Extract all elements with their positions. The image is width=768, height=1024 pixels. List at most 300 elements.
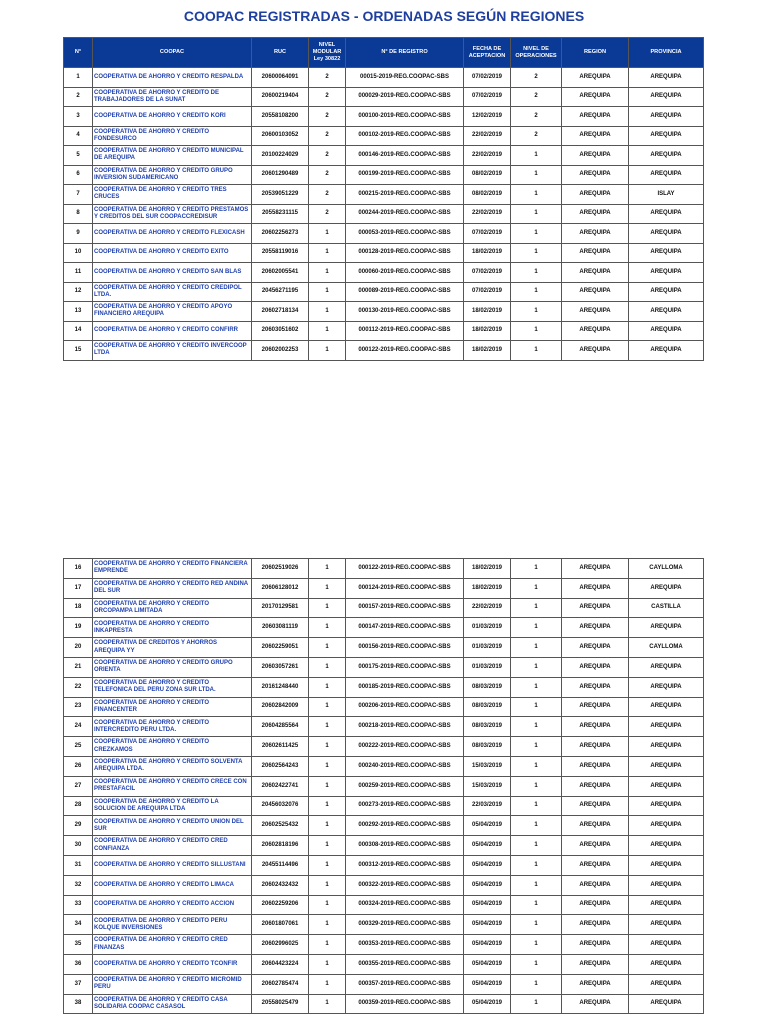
cell-region: AREQUIPA: [562, 935, 629, 955]
cell-coopac-name: COOPERATIVA DE AHORRO Y CREDITO DE TRABAJADORES DE LA SUNAT: [93, 87, 252, 107]
cell-nivel-operaciones: 1: [511, 677, 562, 697]
cell-provincia: AREQUIPA: [629, 204, 704, 224]
cell-registro: 000222-2019-REG.COOPAC-SBS: [346, 737, 464, 757]
cell-nivel-modular: 1: [309, 657, 346, 677]
cell-fecha: 05/04/2019: [464, 994, 511, 1014]
cell-fecha: 05/04/2019: [464, 935, 511, 955]
cell-ruc: 20600064091: [252, 68, 309, 88]
cell-ruc: 20604423224: [252, 954, 309, 974]
cell-registro: 000206-2019-REG.COOPAC-SBS: [346, 697, 464, 717]
cell-ruc: 20602259051: [252, 638, 309, 658]
cell-ruc: 20558108200: [252, 107, 309, 127]
cell-nivel-operaciones: 1: [511, 204, 562, 224]
cell-fecha: 07/02/2019: [464, 87, 511, 107]
cell-fecha: 07/02/2019: [464, 282, 511, 302]
cell-region: AREQUIPA: [562, 895, 629, 915]
cell-region: AREQUIPA: [562, 263, 629, 283]
cell-provincia: AREQUIPA: [629, 618, 704, 638]
cell-nivel-modular: 1: [309, 638, 346, 658]
cell-nivel-operaciones: 2: [511, 107, 562, 127]
cell-nivel-modular: 2: [309, 204, 346, 224]
cell-nivel-operaciones: 1: [511, 836, 562, 856]
cell-number: 8: [64, 204, 93, 224]
cell-region: AREQUIPA: [562, 657, 629, 677]
cell-region: AREQUIPA: [562, 598, 629, 618]
cell-coopac-name: COOPERATIVA DE AHORRO Y CREDITO LA SOLUCION DE AREQUIPA LTDA: [93, 796, 252, 816]
cell-nivel-operaciones: 1: [511, 185, 562, 205]
table-row: [64, 618, 704, 638]
cell-coopac-name: COOPERATIVA DE AHORRO Y CREDITO KORI: [93, 107, 252, 127]
cell-ruc: 20456032076: [252, 796, 309, 816]
cell-coopac-name: COOPERATIVA DE AHORRO Y CREDITO TCONFIR: [93, 954, 252, 974]
cell-fecha: 15/03/2019: [464, 756, 511, 776]
cell-region: AREQUIPA: [562, 915, 629, 935]
cell-number: 30: [64, 836, 93, 856]
cell-nivel-modular: 1: [309, 697, 346, 717]
cell-ruc: 20100224029: [252, 146, 309, 166]
cell-nivel-modular: 1: [309, 224, 346, 244]
table-row: [64, 126, 704, 146]
cell-number: 10: [64, 243, 93, 263]
cell-number: 26: [64, 756, 93, 776]
cell-nivel-operaciones: 1: [511, 302, 562, 322]
cell-fecha: 08/02/2019: [464, 165, 511, 185]
cell-coopac-name: COOPERATIVA DE AHORRO Y CREDITO GRUPO ORIENTA: [93, 657, 252, 677]
cell-nivel-modular: 2: [309, 68, 346, 88]
cell-region: AREQUIPA: [562, 302, 629, 322]
cell-nivel-modular: 1: [309, 321, 346, 341]
cell-ruc: 20558231115: [252, 204, 309, 224]
cell-region: AREQUIPA: [562, 165, 629, 185]
cell-provincia: CAYLLOMA: [629, 559, 704, 579]
cell-provincia: AREQUIPA: [629, 717, 704, 737]
table-row: [64, 282, 704, 302]
table-row: [64, 855, 704, 875]
cell-fecha: 01/03/2019: [464, 657, 511, 677]
cell-registro: 00015-2019-REG.COOPAC-SBS: [346, 68, 464, 88]
cell-coopac-name: COOPERATIVA DE AHORRO Y CREDITO SAN BLAS: [93, 263, 252, 283]
table-row: [64, 263, 704, 283]
cell-registro: 000292-2019-REG.COOPAC-SBS: [346, 816, 464, 836]
cell-provincia: ISLAY: [629, 185, 704, 205]
cell-ruc: 20603081119: [252, 618, 309, 638]
cell-nivel-operaciones: 1: [511, 598, 562, 618]
cell-nivel-operaciones: 1: [511, 855, 562, 875]
cell-number: 32: [64, 875, 93, 895]
cell-coopac-name: COOPERATIVA DE AHORRO Y CREDITO LIMACA: [93, 875, 252, 895]
cell-coopac-name: COOPERATIVA DE AHORRO Y CREDITO GRUPO INVERSION SUDAMERICANO: [93, 165, 252, 185]
cell-registro: 000122-2019-REG.COOPAC-SBS: [346, 559, 464, 579]
cell-number: 13: [64, 302, 93, 322]
cell-provincia: AREQUIPA: [629, 994, 704, 1014]
cell-nivel-modular: 1: [309, 243, 346, 263]
table-row: [64, 302, 704, 322]
cell-number: 15: [64, 341, 93, 361]
cell-ruc: 20170129581: [252, 598, 309, 618]
cell-nivel-operaciones: 1: [511, 875, 562, 895]
cell-provincia: AREQUIPA: [629, 836, 704, 856]
cell-nivel-operaciones: 1: [511, 776, 562, 796]
cell-region: AREQUIPA: [562, 146, 629, 166]
table-header-row: [64, 38, 704, 68]
cell-provincia: AREQUIPA: [629, 243, 704, 263]
cell-region: AREQUIPA: [562, 756, 629, 776]
cell-number: 36: [64, 954, 93, 974]
cell-ruc: 20606128012: [252, 578, 309, 598]
cell-coopac-name: COOPERATIVA DE AHORRO Y CREDITO ORCOPAMPA LIMITADA: [93, 598, 252, 618]
cell-provincia: AREQUIPA: [629, 737, 704, 757]
header-number: N°: [64, 38, 93, 68]
cell-ruc: 20602422741: [252, 776, 309, 796]
table-row: [64, 994, 704, 1014]
cell-coopac-name: COOPERATIVA DE AHORRO Y CREDITO EXITO: [93, 243, 252, 263]
cell-fecha: 05/04/2019: [464, 915, 511, 935]
cell-provincia: AREQUIPA: [629, 677, 704, 697]
cell-ruc: 20602525432: [252, 816, 309, 836]
cell-nivel-modular: 1: [309, 935, 346, 955]
cell-fecha: 12/02/2019: [464, 107, 511, 127]
cell-coopac-name: COOPERATIVA DE AHORRO Y CREDITO CRED CONFIANZA: [93, 836, 252, 856]
page-title: COOPAC REGISTRADAS - ORDENADAS SEGÚN REGIONES: [183, 8, 585, 24]
cell-nivel-operaciones: 1: [511, 263, 562, 283]
cell-ruc: 20602432432: [252, 875, 309, 895]
table-row: [64, 638, 704, 658]
cell-registro: 000089-2019-REG.COOPAC-SBS: [346, 282, 464, 302]
cell-nivel-operaciones: 1: [511, 717, 562, 737]
cell-nivel-modular: 1: [309, 598, 346, 618]
cell-region: AREQUIPA: [562, 974, 629, 994]
cell-fecha: 08/03/2019: [464, 737, 511, 757]
cell-coopac-name: COOPERATIVA DE AHORRO Y CREDITO FLEXICASH: [93, 224, 252, 244]
cell-nivel-operaciones: 1: [511, 915, 562, 935]
table-row: [64, 677, 704, 697]
cell-coopac-name: COOPERATIVA DE AHORRO Y CREDITO FINANCIERA EMPRENDE: [93, 559, 252, 579]
cell-fecha: 05/04/2019: [464, 974, 511, 994]
cell-number: 28: [64, 796, 93, 816]
coopac-table-page-1: [63, 37, 704, 361]
cell-provincia: AREQUIPA: [629, 68, 704, 88]
cell-number: 2: [64, 87, 93, 107]
cell-ruc: 20600103052: [252, 126, 309, 146]
cell-number: 12: [64, 282, 93, 302]
cell-fecha: 22/02/2019: [464, 204, 511, 224]
cell-registro: 000312-2019-REG.COOPAC-SBS: [346, 855, 464, 875]
cell-fecha: 18/02/2019: [464, 559, 511, 579]
cell-nivel-operaciones: 2: [511, 68, 562, 88]
cell-provincia: AREQUIPA: [629, 263, 704, 283]
cell-provincia: AREQUIPA: [629, 107, 704, 127]
cell-region: AREQUIPA: [562, 185, 629, 205]
cell-nivel-modular: 1: [309, 954, 346, 974]
cell-fecha: 08/03/2019: [464, 717, 511, 737]
cell-registro: 000199-2019-REG.COOPAC-SBS: [346, 165, 464, 185]
cell-fecha: 05/04/2019: [464, 836, 511, 856]
cell-fecha: 18/02/2019: [464, 341, 511, 361]
cell-nivel-modular: 1: [309, 737, 346, 757]
cell-registro: 000029-2019-REG.COOPAC-SBS: [346, 87, 464, 107]
cell-ruc: 20602718134: [252, 302, 309, 322]
cell-registro: 000053-2019-REG.COOPAC-SBS: [346, 224, 464, 244]
cell-region: AREQUIPA: [562, 717, 629, 737]
cell-registro: 000128-2019-REG.COOPAC-SBS: [346, 243, 464, 263]
cell-number: 6: [64, 165, 93, 185]
cell-registro: 000124-2019-REG.COOPAC-SBS: [346, 578, 464, 598]
cell-fecha: 08/03/2019: [464, 677, 511, 697]
cell-number: 25: [64, 737, 93, 757]
cell-registro: 000240-2019-REG.COOPAC-SBS: [346, 756, 464, 776]
table-row: [64, 915, 704, 935]
cell-nivel-operaciones: 1: [511, 321, 562, 341]
table-row: [64, 165, 704, 185]
cell-fecha: 22/03/2019: [464, 796, 511, 816]
cell-nivel-modular: 2: [309, 146, 346, 166]
cell-coopac-name: COOPERATIVA DE AHORRO Y CREDITO RESPALDA: [93, 68, 252, 88]
cell-fecha: 07/02/2019: [464, 224, 511, 244]
cell-provincia: AREQUIPA: [629, 776, 704, 796]
cell-registro: 000100-2019-REG.COOPAC-SBS: [346, 107, 464, 127]
cell-number: 20: [64, 638, 93, 658]
cell-ruc: 20602256273: [252, 224, 309, 244]
cell-fecha: 18/02/2019: [464, 302, 511, 322]
table-row: [64, 107, 704, 127]
cell-nivel-operaciones: 1: [511, 618, 562, 638]
cell-number: 35: [64, 935, 93, 955]
cell-region: AREQUIPA: [562, 578, 629, 598]
cell-provincia: AREQUIPA: [629, 935, 704, 955]
table-row: [64, 87, 704, 107]
cell-number: 23: [64, 697, 93, 717]
cell-nivel-modular: 1: [309, 974, 346, 994]
cell-region: AREQUIPA: [562, 954, 629, 974]
cell-nivel-modular: 1: [309, 263, 346, 283]
cell-provincia: AREQUIPA: [629, 816, 704, 836]
cell-ruc: 20602785474: [252, 974, 309, 994]
cell-fecha: 07/02/2019: [464, 68, 511, 88]
cell-nivel-modular: 1: [309, 816, 346, 836]
cell-coopac-name: COOPERATIVA DE AHORRO Y CREDITO SOLVENTA AREQUIPA LTDA.: [93, 756, 252, 776]
cell-region: AREQUIPA: [562, 321, 629, 341]
cell-coopac-name: COOPERATIVA DE AHORRO Y CREDITO TRES CRUCES: [93, 185, 252, 205]
table-row: [64, 717, 704, 737]
cell-ruc: 20456271195: [252, 282, 309, 302]
cell-region: AREQUIPA: [562, 224, 629, 244]
cell-registro: 000175-2019-REG.COOPAC-SBS: [346, 657, 464, 677]
cell-number: 27: [64, 776, 93, 796]
cell-coopac-name: COOPERATIVA DE AHORRO Y CREDITO UNION DEL SUR: [93, 816, 252, 836]
cell-ruc: 20600219404: [252, 87, 309, 107]
header-nivel-operaciones: NIVEL DE OPERACIONES: [511, 38, 562, 68]
cell-nivel-modular: 2: [309, 107, 346, 127]
cell-coopac-name: COOPERATIVA DE AHORRO Y CREDITO APOYO FINANCIERO AREQUIPA: [93, 302, 252, 322]
cell-nivel-modular: 1: [309, 717, 346, 737]
cell-registro: 000122-2019-REG.COOPAC-SBS: [346, 341, 464, 361]
cell-number: 3: [64, 107, 93, 127]
cell-number: 16: [64, 559, 93, 579]
cell-provincia: AREQUIPA: [629, 282, 704, 302]
cell-ruc: 20601807061: [252, 915, 309, 935]
cell-nivel-modular: 1: [309, 836, 346, 856]
cell-number: 5: [64, 146, 93, 166]
cell-fecha: 05/04/2019: [464, 855, 511, 875]
cell-ruc: 20558025479: [252, 994, 309, 1014]
header-region: REGION: [562, 38, 629, 68]
cell-region: AREQUIPA: [562, 68, 629, 88]
header-ruc: RUC: [252, 38, 309, 68]
cell-number: 37: [64, 974, 93, 994]
cell-nivel-operaciones: 1: [511, 935, 562, 955]
cell-number: 18: [64, 598, 93, 618]
cell-number: 38: [64, 994, 93, 1014]
cell-provincia: AREQUIPA: [629, 302, 704, 322]
table-row: [64, 954, 704, 974]
cell-provincia: AREQUIPA: [629, 224, 704, 244]
cell-number: 34: [64, 915, 93, 935]
cell-region: AREQUIPA: [562, 875, 629, 895]
cell-nivel-modular: 1: [309, 302, 346, 322]
cell-fecha: 05/04/2019: [464, 954, 511, 974]
cell-coopac-name: COOPERATIVA DE AHORRO Y CREDITO CREDIPOL LTDA.: [93, 282, 252, 302]
cell-provincia: AREQUIPA: [629, 855, 704, 875]
cell-ruc: 20455114496: [252, 855, 309, 875]
cell-registro: 000102-2019-REG.COOPAC-SBS: [346, 126, 464, 146]
cell-number: 21: [64, 657, 93, 677]
cell-registro: 000215-2019-REG.COOPAC-SBS: [346, 185, 464, 205]
cell-nivel-modular: 1: [309, 677, 346, 697]
cell-provincia: CAYLLOMA: [629, 638, 704, 658]
cell-nivel-operaciones: 1: [511, 895, 562, 915]
cell-registro: 000244-2019-REG.COOPAC-SBS: [346, 204, 464, 224]
cell-registro: 000353-2019-REG.COOPAC-SBS: [346, 935, 464, 955]
cell-nivel-operaciones: 2: [511, 87, 562, 107]
cell-provincia: AREQUIPA: [629, 756, 704, 776]
cell-nivel-operaciones: 1: [511, 243, 562, 263]
cell-fecha: 08/03/2019: [464, 697, 511, 717]
cell-registro: 000157-2019-REG.COOPAC-SBS: [346, 598, 464, 618]
cell-provincia: AREQUIPA: [629, 657, 704, 677]
cell-nivel-modular: 1: [309, 895, 346, 915]
table-row: [64, 974, 704, 994]
cell-nivel-modular: 1: [309, 282, 346, 302]
cell-coopac-name: COOPERATIVA DE CREDITOS Y AHORROS AREQUIPA YY: [93, 638, 252, 658]
cell-registro: 000130-2019-REG.COOPAC-SBS: [346, 302, 464, 322]
cell-registro: 000147-2019-REG.COOPAC-SBS: [346, 618, 464, 638]
cell-provincia: AREQUIPA: [629, 697, 704, 717]
cell-registro: 000308-2019-REG.COOPAC-SBS: [346, 836, 464, 856]
cell-number: 22: [64, 677, 93, 697]
cell-ruc: 20602842009: [252, 697, 309, 717]
cell-registro: 000355-2019-REG.COOPAC-SBS: [346, 954, 464, 974]
cell-coopac-name: COOPERATIVA DE AHORRO Y CREDITO CRED FINANZAS: [93, 935, 252, 955]
table-row: [64, 737, 704, 757]
cell-fecha: 18/02/2019: [464, 321, 511, 341]
coopac-table-page-2: [63, 558, 704, 1014]
cell-coopac-name: COOPERATIVA DE AHORRO Y CREDITO CASA SOLIDARIA COOPAC CASASOL: [93, 994, 252, 1014]
table-row: [64, 185, 704, 205]
cell-nivel-operaciones: 1: [511, 146, 562, 166]
cell-provincia: AREQUIPA: [629, 165, 704, 185]
cell-nivel-modular: 1: [309, 915, 346, 935]
cell-fecha: 05/04/2019: [464, 816, 511, 836]
cell-region: AREQUIPA: [562, 855, 629, 875]
cell-ruc: 20558119016: [252, 243, 309, 263]
cell-fecha: 08/02/2019: [464, 185, 511, 205]
cell-fecha: 18/02/2019: [464, 243, 511, 263]
header-fecha: FECHA DE ACEPTACION: [464, 38, 511, 68]
cell-coopac-name: COOPERATIVA DE AHORRO Y CREDITO ACCION: [93, 895, 252, 915]
cell-ruc: 20602996025: [252, 935, 309, 955]
cell-region: AREQUIPA: [562, 994, 629, 1014]
cell-region: AREQUIPA: [562, 836, 629, 856]
cell-nivel-operaciones: 1: [511, 974, 562, 994]
cell-coopac-name: COOPERATIVA DE AHORRO Y CREDITO INKAPRESTA: [93, 618, 252, 638]
cell-number: 9: [64, 224, 93, 244]
cell-number: 1: [64, 68, 93, 88]
cell-nivel-modular: 1: [309, 796, 346, 816]
table-row: [64, 836, 704, 856]
cell-provincia: AREQUIPA: [629, 954, 704, 974]
cell-provincia: AREQUIPA: [629, 341, 704, 361]
table-row: [64, 816, 704, 836]
cell-provincia: AREQUIPA: [629, 915, 704, 935]
table-row: [64, 697, 704, 717]
cell-region: AREQUIPA: [562, 243, 629, 263]
cell-nivel-operaciones: 1: [511, 697, 562, 717]
table-row: [64, 341, 704, 361]
cell-nivel-operaciones: 1: [511, 756, 562, 776]
table-row: [64, 895, 704, 915]
header-nivel-modular: NIVEL MODULAR Ley 30822: [309, 38, 346, 68]
cell-nivel-modular: 1: [309, 855, 346, 875]
cell-region: AREQUIPA: [562, 559, 629, 579]
cell-region: AREQUIPA: [562, 107, 629, 127]
cell-ruc: 20539051229: [252, 185, 309, 205]
cell-fecha: 01/03/2019: [464, 618, 511, 638]
cell-nivel-operaciones: 1: [511, 816, 562, 836]
cell-number: 4: [64, 126, 93, 146]
cell-fecha: 22/02/2019: [464, 126, 511, 146]
cell-nivel-modular: 2: [309, 165, 346, 185]
cell-number: 11: [64, 263, 93, 283]
table-row: [64, 578, 704, 598]
cell-registro: 000273-2019-REG.COOPAC-SBS: [346, 796, 464, 816]
cell-nivel-modular: 2: [309, 185, 346, 205]
cell-provincia: AREQUIPA: [629, 974, 704, 994]
cell-region: AREQUIPA: [562, 737, 629, 757]
table-row: [64, 776, 704, 796]
cell-region: AREQUIPA: [562, 816, 629, 836]
cell-coopac-name: COOPERATIVA DE AHORRO Y CREDITO TELEFONICA DEL PERU ZONA SUR LTDA.: [93, 677, 252, 697]
cell-region: AREQUIPA: [562, 677, 629, 697]
cell-nivel-operaciones: 2: [511, 126, 562, 146]
table-row: [64, 598, 704, 618]
cell-provincia: AREQUIPA: [629, 87, 704, 107]
table-row: [64, 756, 704, 776]
cell-fecha: 07/02/2019: [464, 263, 511, 283]
cell-provincia: AREQUIPA: [629, 126, 704, 146]
table-row: [64, 875, 704, 895]
cell-number: 19: [64, 618, 93, 638]
cell-number: 31: [64, 855, 93, 875]
cell-coopac-name: COOPERATIVA DE AHORRO Y CREDITO CREZKAMOS: [93, 737, 252, 757]
cell-registro: 000060-2019-REG.COOPAC-SBS: [346, 263, 464, 283]
cell-ruc: 20161248440: [252, 677, 309, 697]
cell-registro: 000146-2019-REG.COOPAC-SBS: [346, 146, 464, 166]
table-row: [64, 321, 704, 341]
cell-nivel-modular: 1: [309, 875, 346, 895]
cell-region: AREQUIPA: [562, 204, 629, 224]
cell-nivel-operaciones: 1: [511, 994, 562, 1014]
cell-nivel-operaciones: 1: [511, 282, 562, 302]
